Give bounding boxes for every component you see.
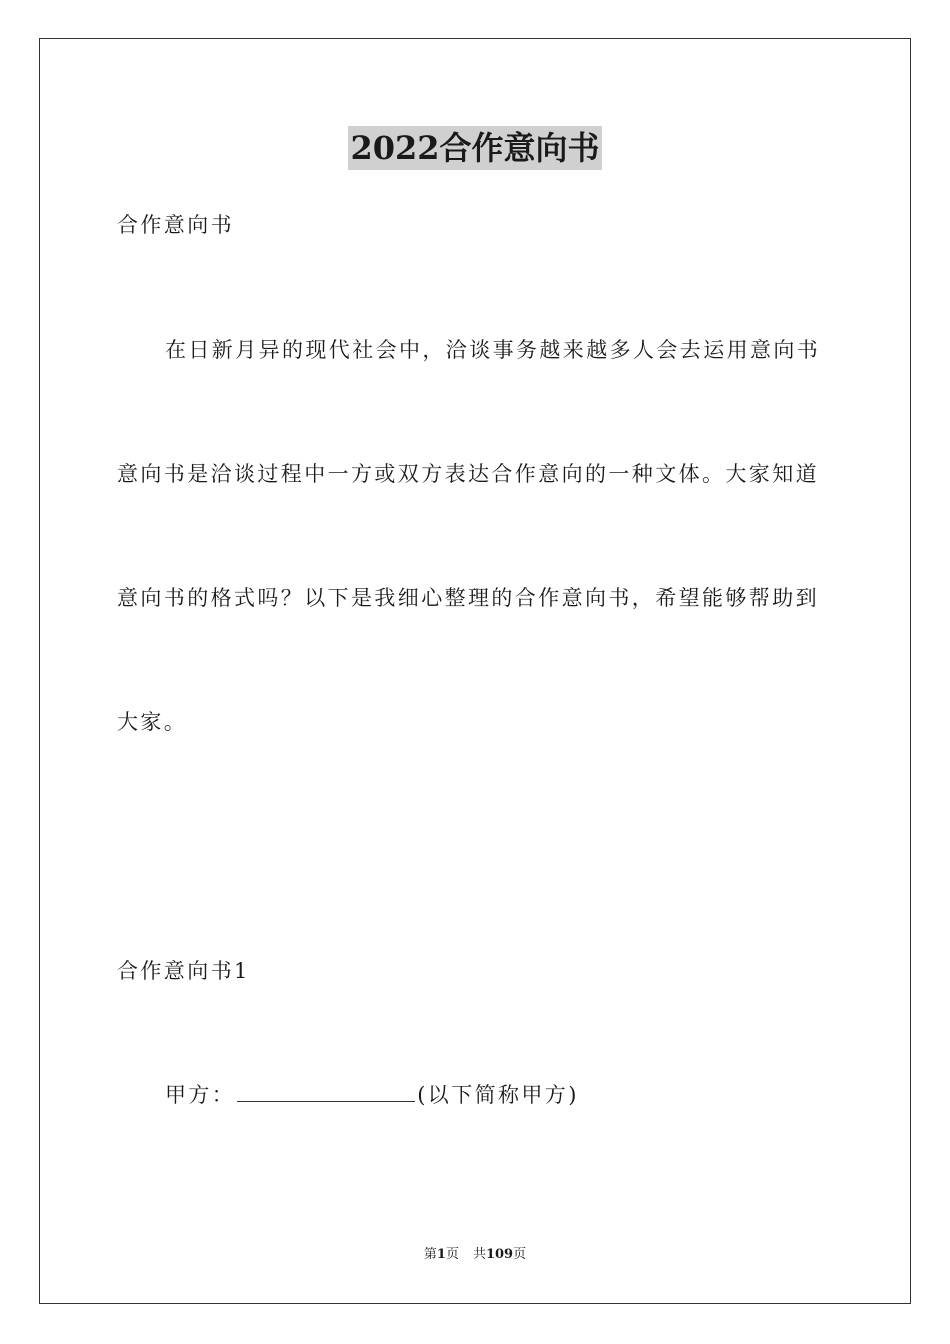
- document-subtitle: 合作意向书: [117, 213, 234, 237]
- intro-line-1: 在日新月异的现代社会中，洽谈事务越来越多人会去运用意向书: [165, 338, 821, 362]
- intro-line-4: 大家。: [117, 710, 188, 734]
- page-footer: [0, 1246, 950, 1264]
- footer-page-number: 1: [436, 1247, 446, 1262]
- section-heading: 合作意向书1: [117, 959, 250, 983]
- title-container: [0, 126, 950, 170]
- footer-page-suffix: 页: [445, 1247, 459, 1262]
- intro-line-2: 意向书是洽谈过程中一方或双方表达合作意向的一种文体。大家知道: [117, 462, 819, 486]
- party-a-blank-field[interactable]: [237, 1081, 415, 1102]
- party-a-label: 甲方：: [165, 1083, 236, 1107]
- party-a-line: [165, 1080, 833, 1110]
- intro-line-3: 意向书的格式吗？以下是我细心整理的合作意向书，希望能够帮助到: [117, 586, 819, 610]
- footer-total-pages: 109: [485, 1247, 514, 1262]
- footer-total-suffix: 页: [513, 1247, 527, 1262]
- document-title: 2022合作意向书: [348, 126, 601, 170]
- footer-page-prefix: 第: [423, 1247, 437, 1262]
- footer-total-prefix: 共: [472, 1247, 486, 1262]
- party-a-suffix: (以下简称甲方): [417, 1083, 579, 1107]
